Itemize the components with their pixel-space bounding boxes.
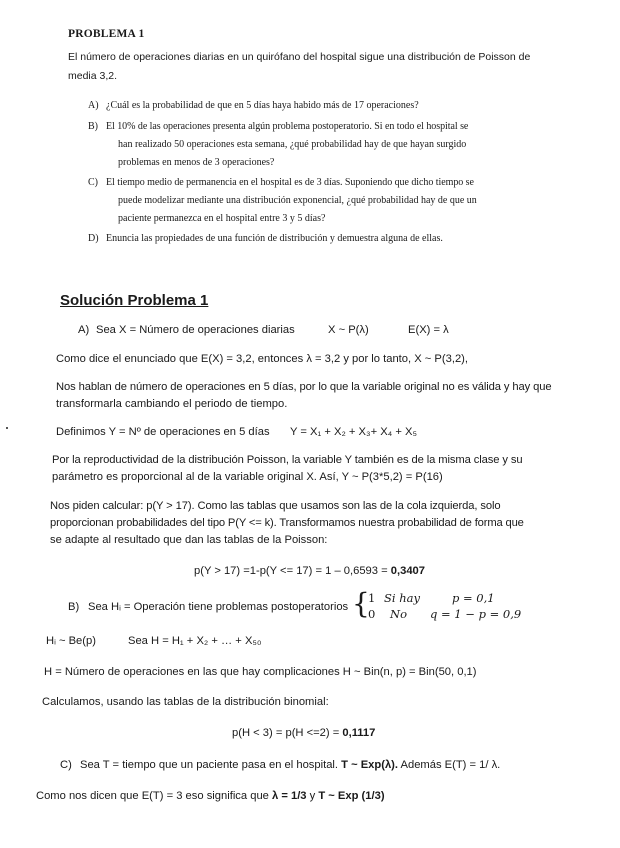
solution-title: Solución Problema 1 bbox=[60, 292, 209, 309]
question-a-label: A) bbox=[88, 100, 99, 111]
solution-b-hi-distribution: Hᵢ ~ Be(p) bbox=[46, 635, 96, 647]
solution-a-paragraph-3-line-2: parámetro es proporcional al de la variable original X. Así, Y ~ P(3*5,2) = P(16) bbox=[52, 471, 443, 483]
cases-brace: { bbox=[352, 587, 370, 620]
case-1-probability: p = 0,1 bbox=[452, 591, 495, 605]
solution-a-definition: Sea X = Número de operaciones diarias bbox=[96, 324, 295, 336]
solution-a-paragraph-4-line-3: se adapte al resultado que dan las tablas de la Poisson: bbox=[50, 534, 328, 546]
solution-c-def-pre: Sea T = tiempo que un paciente pasa en el hospital. bbox=[80, 759, 342, 771]
solution-c-lambda-value: λ = 1/3 bbox=[272, 790, 307, 802]
solution-c-label: C) bbox=[60, 759, 72, 771]
solution-a-mean: E(X) = λ bbox=[408, 324, 449, 336]
solution-a-define-y: Definimos Y = Nº de operaciones en 5 días bbox=[56, 426, 270, 438]
case-0-probability: q = 1 − p = 0,9 bbox=[430, 607, 522, 621]
question-b-line-2: han realizado 50 operaciones esta semana, ¿qué probabilidad hay de que hayan surgido bbox=[118, 139, 467, 150]
question-d-text: Enuncia las propiedades de una función de distribución y demuestra alguna de ellas. bbox=[106, 233, 443, 244]
solution-a-distribution: X ~ P(λ) bbox=[328, 324, 369, 336]
solution-b-h-definition: H = Número de operaciones en las que hay complicaciones H ~ Bin(n, p) = Bin(50, 0,1) bbox=[44, 666, 477, 678]
solution-a-sum-y: Y = X₁ + X₂ + X₃+ X₄ + X₅ bbox=[290, 426, 417, 438]
solution-a-label: A) bbox=[78, 324, 90, 336]
solution-a-paragraph-4-line-2: proporcionan probabilidades del tipo P(Y <= k). Transformamos nuestra probabilidad de forma que bbox=[50, 517, 524, 529]
case-1-word: Si hay bbox=[384, 591, 420, 605]
problem-statement-line-2: media 3,2. bbox=[68, 70, 118, 82]
solution-c-def-dist: T ~ Exp(λ). bbox=[341, 759, 399, 771]
solution-b-calculation bbox=[232, 727, 375, 739]
question-d-label: D) bbox=[88, 233, 99, 244]
solution-a-paragraph-4-line-1: Nos piden calcular: p(Y > 17). Como las tablas que usamos son las de la cola izquierda, solo bbox=[50, 500, 501, 512]
solution-a-calculation bbox=[194, 565, 425, 577]
solution-b-calc-expression: p(H < 3) = p(H <=2) = bbox=[232, 727, 343, 739]
solution-b-tables-intro: Calculamos, usando las tablas de la distribución binomial: bbox=[42, 696, 329, 708]
solution-b-h-sum: Sea H = H₁ + X₂ + … + X₅₀ bbox=[128, 635, 262, 647]
solution-c-lambda-line bbox=[36, 790, 385, 802]
problem-title: PROBLEMA 1 bbox=[68, 28, 145, 40]
case-0-value: 0 bbox=[368, 607, 376, 621]
question-c-label: C) bbox=[88, 177, 98, 188]
solution-c-line-mid: y bbox=[306, 790, 319, 802]
case-0-word: No bbox=[390, 607, 407, 621]
solution-a-paragraph-2-line-1: Nos hablan de número de operaciones en 5 días, por lo que la variable original no es válida y hay que bbox=[56, 381, 552, 393]
case-1-value: 1 bbox=[368, 591, 376, 605]
solution-c-t-distribution: T ~ Exp (1/3) bbox=[318, 790, 385, 802]
solution-a-result: 0,3407 bbox=[390, 565, 425, 577]
question-b-line-1: El 10% de las operaciones presenta algún problema postoperatorio. Si en todo el hospital se bbox=[106, 121, 469, 132]
problem-statement-line-1: El número de operaciones diarias en un quirófano del hospital sigue una distribución de Poisson de bbox=[68, 51, 531, 63]
solution-c-def-post: Además E(T) = 1/ λ. bbox=[398, 759, 501, 771]
question-b-label: B) bbox=[88, 121, 98, 132]
solution-c-line-pre: Como nos dicen que E(T) = 3 eso significa que bbox=[36, 790, 272, 802]
solution-a-calc-expression: p(Y > 17) =1-p(Y <= 17) = 1 – 0,6593 = bbox=[194, 565, 391, 577]
solution-b-label: B) bbox=[68, 601, 80, 613]
solution-c-definition bbox=[80, 759, 500, 771]
solution-b-definition: Sea Hᵢ = Operación tiene problemas postoperatorios bbox=[88, 601, 349, 613]
question-c-line-1: El tiempo medio de permanencia en el hospital es de 3 días. Suponiendo que dicho tiempo se bbox=[106, 177, 474, 188]
solution-b-result: 0,1117 bbox=[342, 727, 376, 739]
question-c-line-3: paciente permanezca en el hospital entre 3 y 5 días? bbox=[118, 213, 326, 224]
solution-a-paragraph-2-line-2: transformarla cambiando el periodo de tiempo. bbox=[56, 398, 288, 410]
scan-speck bbox=[6, 427, 8, 429]
solution-a-paragraph-3-line-1: Por la reproductividad de la distribución Poisson, la variable Y también es de la misma clase y su bbox=[52, 454, 523, 466]
question-c-line-2: puede modelizar mediante una distribución exponencial, ¿qué probabilidad hay de que un bbox=[118, 195, 477, 206]
question-a-text: ¿Cuál es la probabilidad de que en 5 días haya habido más de 17 operaciones? bbox=[106, 100, 419, 111]
solution-a-paragraph-1: Como dice el enunciado que E(X) = 3,2, entonces λ = 3,2 y por lo tanto, X ~ P(3,2), bbox=[56, 353, 469, 365]
question-b-line-3: problemas en menos de 3 operaciones? bbox=[118, 157, 275, 168]
